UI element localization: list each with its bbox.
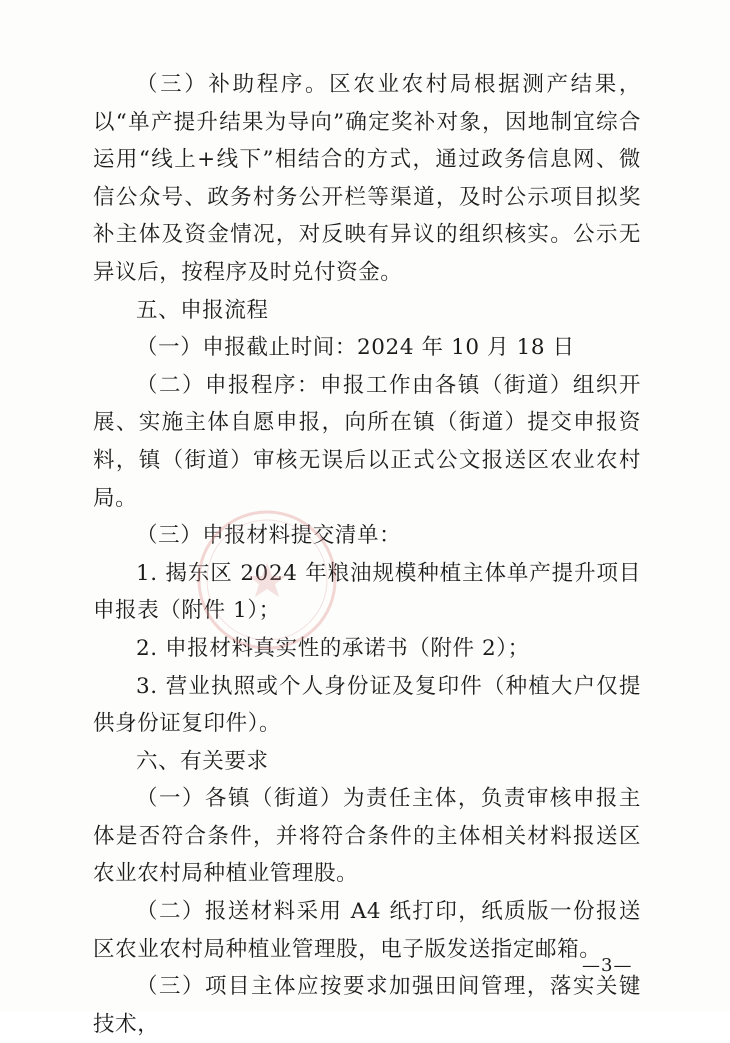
paragraph-application-procedure: （二）申报程序：申报工作由各镇（街道）组织开展、实施主体自愿申报，向所在镇（街道）提交申报资料，镇（街道）审核无误后以正式公文报送区农业农村局。 [93, 372, 641, 511]
paragraph-field-management: （三）项目主体应按要求加强田间管理，落实关键技术， [93, 974, 641, 1037]
document-body [93, 66, 641, 1043]
paragraph-deadline: （一）申报截止时间：2024 年 10 月 18 日 [136, 335, 575, 361]
list-item-license-id: 3. 营业执照或个人身份证及复印件（种植大户仅提供身份证复印件）。 [93, 673, 641, 737]
section-heading-requirements: 六、有关要求 [136, 748, 269, 774]
paragraph-submission-format: （二）报送材料采用 A4 纸打印，纸质版一份报送区农业农村局种植业管理股，电子版发送指定邮箱。 [93, 899, 641, 962]
paragraph-subsidy-procedure: （三）补助程序。区农业农村局根据测产结果，以“单产提升结果为导向”确定奖补对象，因地制宜综合运用“线上+线下”相结合的方式，通过政务信息网、微信公众号、政务村务公开栏等渠道，及时公示项目拟奖补主体及资金情况，对反映有异议的组织核实。公示无异议后，按程序及时兑付资金。 [93, 72, 641, 285]
paragraph-responsibility: （一）各镇（街道）为责任主体，负责审核申报主体是否符合条件，并将符合条件的主体相关材料报送区农业农村局种植业管理股。 [93, 786, 641, 887]
paragraph-materials-list-title: （三）申报材料提交清单： [136, 523, 402, 549]
section-heading-application-process: 五、申报流程 [136, 297, 269, 323]
list-item-application-form: 1. 揭东区 2024 年粮油规模种植主体单产提升项目申报表（附件 1）； [93, 560, 641, 624]
list-item-commitment-letter: 2. 申报材料真实性的承诺书（附件 2）； [136, 635, 530, 661]
page-number: —3— [582, 955, 633, 976]
